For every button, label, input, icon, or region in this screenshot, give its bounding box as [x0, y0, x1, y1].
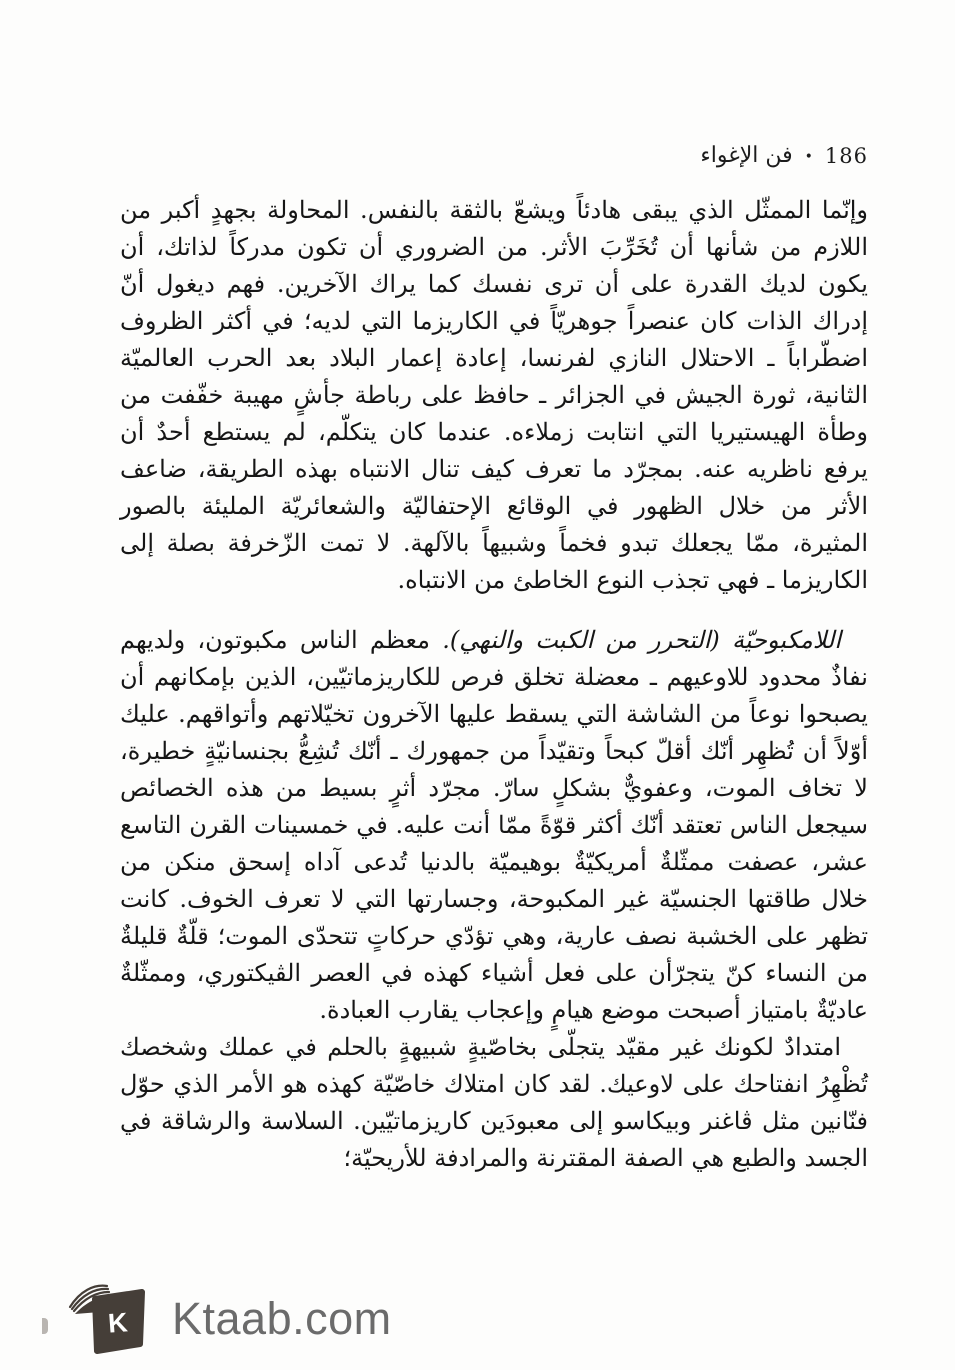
- page-text-column: [120, 192, 868, 1177]
- open-book-icon: [62, 1280, 154, 1358]
- header-bullet-separator: •: [804, 148, 813, 165]
- brand-name: Ktaab.com: [172, 1293, 392, 1344]
- paragraph-2: [120, 622, 868, 1029]
- ktaab-watermark: [62, 1280, 392, 1358]
- paragraph-3: امتدادٌ لكونك غير مقيّد يتجلّى بخاصّيةٍ شبيهةٍ بالحلم في عملك وشخصك تُظْهِرُ انفتاحك على لاوعيك. لقد كان امتلاك خاصّيّة كهذه هو الأمر الذي حوّل فنّانين مثل ڤاغنر وبيكاسو إلى معبودَين كاريزماتيّين. السلاسة والرشاقة في الجسد والطبع هي الصفة المقترنة والمرادفة للأريحيّة؛: [120, 1033, 868, 1172]
- book-title: فن الإغواء: [700, 143, 793, 168]
- page-header: [700, 143, 868, 168]
- page-number: 186: [824, 143, 868, 168]
- paragraph-2-lead-italic: اللامكبوحيّة (التحرر من الكبت والنهي).: [442, 626, 841, 654]
- paragraph-2-text: معظم الناس مكبوتون، ولديهم نفاذٌ محدود للاوعيهم ـ معضلة تخلق فرص للكاريزماتيّين، الذين بإمكانهم أن يصبحوا نوعاً من الشاشة التي يسقط عليها الآخرون تخيّلاتهم وأتواقهم. عليك أوّلاً أن تُظهِر أنّك أقلّ كبحاً وتقيّداً من جمهورك ـ أنّك تُشِعُّ بجنسانيّةٍ خطيرة، لا تخاف الموت، وعفويٌّ بشكلٍ سارّ. مجرّد أثرٍ بسيط من هذه الخصائص سيجعل الناس تعتقد أنّك أكثر قوّةً ممّا أنت عليه. في خمسينات القرن التاسع عشر، عصفت ممثّلةٌ أمريكيّةٌ بوهيميّة بالدنيا تُدعى آداه إسحق منكن من خلال طاقتها الجنسيّة غير المكبوحة، وجسارتها التي لا تعرف الخوف. كانت تظهر على الخشبة نصف عارية، وهي تؤدّي حركاتٍ تتحدّى الموت؛ قلّةٌ قليلةٌ من النساء كنّ يتجرّأن على فعل أشياء كهذه في العصر الڤيكتوري، وممثّلةٌ عاديّةٌ بامتياز أصبحت موضع هيامٍ وإعجاب يقارب العبادة.: [120, 626, 868, 1024]
- paragraph-1: وإنّما الممثّل الذي يبقى هادئاً ويشعّ بالثقة بالنفس. المحاولة بجهدٍ أكبر من اللازم من شأنها أن تُخَرِّبَ الأثر. من الضروري أن تكون مدركاً لذاتك، أن يكون لديك القدرة على أن ترى نفسك كما يراك الآخرين. فهم ديغول أنّ إدراك الذات كان عنصراً جوهريّاً في الكاريزما التي لديه؛ في أكثر الظروف اضطّراباً ـ الاحتلال النازي لفرنسا، إعادة إعمار البلاد بعد الحرب العالميّة الثانية، ثورة الجيش في الجزائر ـ حافظ على رباطة جأشٍ مهيبة خفّفت من وطأة الهيستيريا التي انتابت زملاءه. عندما كان يتكلّم، لم يستطع أحدٌ أن يرفع ناظريه عنه. بمجرّد ما تعرف كيف تنال الانتباه بهذه الطريقة، ضاعف الأثر من خلال الظهور في الوقائع الإحتفاليّة والشعائريّة المليئة بالصور المثيرة، ممّا يجعلك تبدو فخماً وشبيهاً بالآلهة. لا تمت الزّخرفة بصلة إلى الكاريزما ـ فهي تجذب النوع الخاطئ من الانتباه.: [120, 196, 869, 594]
- cropped-mark: [42, 1318, 48, 1334]
- logo-letter-k: K: [107, 1307, 129, 1339]
